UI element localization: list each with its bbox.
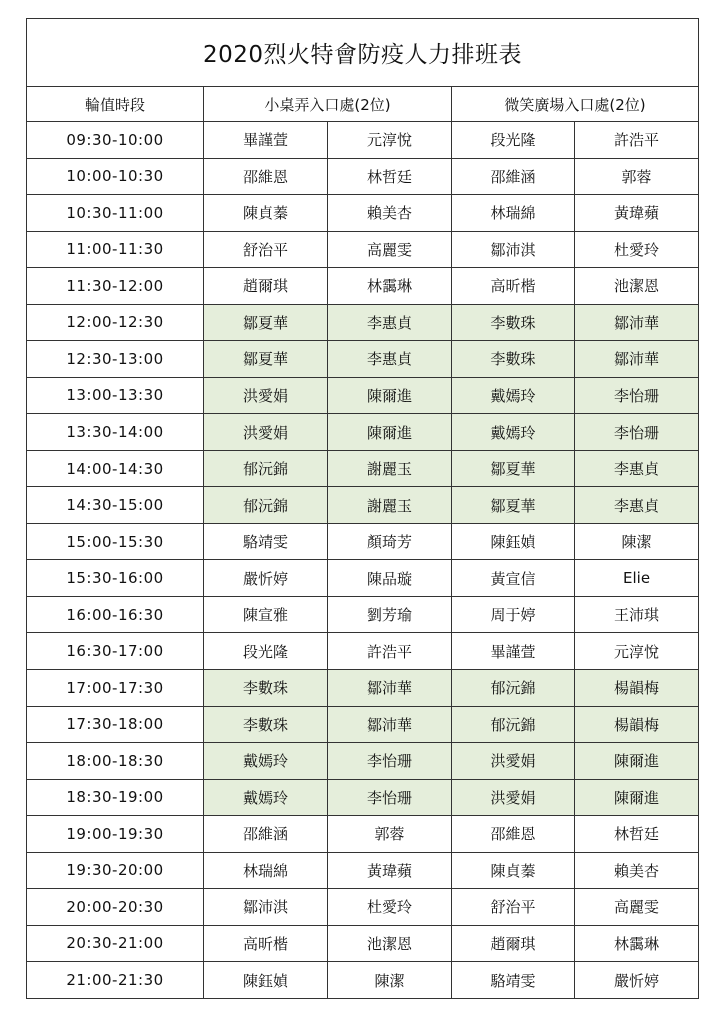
zone-b-staff-1-cell: 段光隆	[452, 122, 575, 159]
table-row	[27, 925, 699, 962]
zone-b-staff-1-cell: 洪愛娟	[452, 743, 575, 780]
time-slot-cell: 21:00-21:30	[27, 962, 204, 999]
time-slot-cell: 17:00-17:30	[27, 669, 204, 706]
time-slot-cell: 10:30-11:00	[27, 195, 204, 232]
zone-a-staff-1-cell: 高昕楷	[204, 925, 328, 962]
zone-b-staff-1-cell: 鄒沛淇	[452, 231, 575, 268]
zone-b-staff-2-cell: 池潔恩	[575, 268, 699, 305]
schedule-body	[27, 122, 699, 999]
zone-b-staff-2-cell: 楊韻梅	[575, 669, 699, 706]
zone-a-staff-1-cell: 邵維恩	[204, 158, 328, 195]
zone-b-staff-1-cell: 李數珠	[452, 304, 575, 341]
zone-a-staff-1-cell: 李數珠	[204, 706, 328, 743]
zone-b-staff-2-cell: 鄒沛華	[575, 304, 699, 341]
zone-a-staff-1-cell: 陳鈺媜	[204, 962, 328, 999]
zone-a-staff-2-cell: 謝麗玉	[328, 487, 452, 524]
time-slot-cell: 14:00-14:30	[27, 450, 204, 487]
zone-b-staff-1-cell: 郁沅錦	[452, 706, 575, 743]
zone-a-staff-1-cell: 陳貞蓁	[204, 195, 328, 232]
table-row	[27, 414, 699, 451]
zone-b-staff-1-cell: 高昕楷	[452, 268, 575, 305]
zone-a-staff-1-cell: 畢謹萱	[204, 122, 328, 159]
zone-b-staff-1-cell: 郁沅錦	[452, 669, 575, 706]
time-slot-cell: 15:00-15:30	[27, 523, 204, 560]
zone-b-staff-1-cell: 趙爾琪	[452, 925, 575, 962]
zone-a-staff-2-cell: 陳品璇	[328, 560, 452, 597]
zone-b-staff-1-cell: 洪愛娟	[452, 779, 575, 816]
zone-a-staff-2-cell: 黃瑋蘋	[328, 852, 452, 889]
zone-b-staff-1-cell: 駱靖雯	[452, 962, 575, 999]
table-row	[27, 596, 699, 633]
zone-b-staff-1-cell: 陳鈺媜	[452, 523, 575, 560]
zone-a-staff-1-cell: 舒治平	[204, 231, 328, 268]
time-slot-cell: 09:30-10:00	[27, 122, 204, 159]
time-slot-cell: 10:00-10:30	[27, 158, 204, 195]
zone-b-staff-1-cell: 鄒夏華	[452, 487, 575, 524]
time-slot-cell: 18:00-18:30	[27, 743, 204, 780]
header-time-slot: 輪值時段	[27, 87, 204, 122]
zone-b-staff-2-cell: 嚴忻婷	[575, 962, 699, 999]
zone-a-staff-2-cell: 謝麗玉	[328, 450, 452, 487]
zone-a-staff-1-cell: 戴嫣玲	[204, 743, 328, 780]
table-row	[27, 523, 699, 560]
zone-a-staff-2-cell: 杜愛玲	[328, 889, 452, 926]
time-slot-cell: 19:30-20:00	[27, 852, 204, 889]
schedule-table	[26, 18, 699, 999]
time-slot-cell: 11:30-12:00	[27, 268, 204, 305]
table-row	[27, 816, 699, 853]
zone-b-staff-2-cell: 高麗雯	[575, 889, 699, 926]
zone-b-staff-1-cell: 邵維涵	[452, 158, 575, 195]
zone-b-staff-1-cell: 周于婷	[452, 596, 575, 633]
zone-a-staff-1-cell: 段光隆	[204, 633, 328, 670]
zone-b-staff-1-cell: 鄒夏華	[452, 450, 575, 487]
zone-b-staff-2-cell: 鄒沛華	[575, 341, 699, 378]
time-slot-cell: 15:30-16:00	[27, 560, 204, 597]
time-slot-cell: 17:30-18:00	[27, 706, 204, 743]
table-row	[27, 377, 699, 414]
zone-a-staff-2-cell: 林靄琳	[328, 268, 452, 305]
header-zone-b: 微笑廣場入口處(2位)	[452, 87, 699, 122]
time-slot-cell: 13:00-13:30	[27, 377, 204, 414]
time-slot-cell: 19:00-19:30	[27, 816, 204, 853]
zone-a-staff-1-cell: 戴嫣玲	[204, 779, 328, 816]
zone-b-staff-2-cell: 杜愛玲	[575, 231, 699, 268]
zone-a-staff-2-cell: 郭蓉	[328, 816, 452, 853]
zone-b-staff-2-cell: 郭蓉	[575, 158, 699, 195]
zone-a-staff-1-cell: 邵維涵	[204, 816, 328, 853]
time-slot-cell: 11:00-11:30	[27, 231, 204, 268]
zone-a-staff-1-cell: 洪愛娟	[204, 414, 328, 451]
zone-a-staff-2-cell: 許浩平	[328, 633, 452, 670]
time-slot-cell: 18:30-19:00	[27, 779, 204, 816]
table-row	[27, 706, 699, 743]
zone-b-staff-1-cell: 舒治平	[452, 889, 575, 926]
zone-a-staff-2-cell: 賴美杏	[328, 195, 452, 232]
zone-a-staff-2-cell: 李怡珊	[328, 779, 452, 816]
zone-a-staff-1-cell: 駱靖雯	[204, 523, 328, 560]
zone-b-staff-1-cell: 畢謹萱	[452, 633, 575, 670]
table-row	[27, 560, 699, 597]
time-slot-cell: 16:00-16:30	[27, 596, 204, 633]
zone-a-staff-1-cell: 鄒夏華	[204, 304, 328, 341]
zone-b-staff-1-cell: 李數珠	[452, 341, 575, 378]
zone-a-staff-1-cell: 嚴忻婷	[204, 560, 328, 597]
zone-a-staff-2-cell: 鄒沛華	[328, 669, 452, 706]
zone-a-staff-2-cell: 高麗雯	[328, 231, 452, 268]
zone-b-staff-2-cell: 李怡珊	[575, 377, 699, 414]
time-slot-cell: 14:30-15:00	[27, 487, 204, 524]
time-slot-cell: 13:30-14:00	[27, 414, 204, 451]
zone-b-staff-2-cell: 林哲廷	[575, 816, 699, 853]
zone-b-staff-2-cell: Elie	[575, 560, 699, 597]
zone-b-staff-2-cell: 李惠貞	[575, 450, 699, 487]
zone-b-staff-1-cell: 邵維恩	[452, 816, 575, 853]
zone-b-staff-2-cell: 賴美杏	[575, 852, 699, 889]
zone-a-staff-1-cell: 郁沅錦	[204, 487, 328, 524]
zone-b-staff-2-cell: 楊韻梅	[575, 706, 699, 743]
table-row	[27, 779, 699, 816]
zone-a-staff-1-cell: 趙爾琪	[204, 268, 328, 305]
time-slot-cell: 16:30-17:00	[27, 633, 204, 670]
zone-a-staff-2-cell: 顏琦芳	[328, 523, 452, 560]
zone-a-staff-2-cell: 陳爾進	[328, 377, 452, 414]
zone-b-staff-2-cell: 元淳悅	[575, 633, 699, 670]
table-row	[27, 268, 699, 305]
zone-a-staff-2-cell: 陳爾進	[328, 414, 452, 451]
table-row	[27, 962, 699, 999]
zone-a-staff-2-cell: 元淳悅	[328, 122, 452, 159]
table-row	[27, 669, 699, 706]
zone-b-staff-2-cell: 陳爾進	[575, 779, 699, 816]
zone-a-staff-1-cell: 鄒沛淇	[204, 889, 328, 926]
table-row	[27, 743, 699, 780]
table-row	[27, 122, 699, 159]
time-slot-cell: 20:30-21:00	[27, 925, 204, 962]
zone-a-staff-2-cell: 林哲廷	[328, 158, 452, 195]
zone-b-staff-1-cell: 陳貞蓁	[452, 852, 575, 889]
zone-a-staff-2-cell: 池潔恩	[328, 925, 452, 962]
title-row	[27, 19, 699, 87]
table-row	[27, 487, 699, 524]
zone-a-staff-1-cell: 李數珠	[204, 669, 328, 706]
zone-a-staff-1-cell: 洪愛娟	[204, 377, 328, 414]
zone-a-staff-1-cell: 陳宣雅	[204, 596, 328, 633]
time-slot-cell: 20:00-20:30	[27, 889, 204, 926]
header-row	[27, 87, 699, 122]
zone-b-staff-1-cell: 戴嫣玲	[452, 414, 575, 451]
table-row	[27, 889, 699, 926]
zone-a-staff-1-cell: 郁沅錦	[204, 450, 328, 487]
table-row	[27, 341, 699, 378]
zone-a-staff-2-cell: 李惠貞	[328, 304, 452, 341]
zone-b-staff-2-cell: 陳潔	[575, 523, 699, 560]
zone-b-staff-2-cell: 黃瑋蘋	[575, 195, 699, 232]
table-row	[27, 633, 699, 670]
time-slot-cell: 12:30-13:00	[27, 341, 204, 378]
table-row	[27, 158, 699, 195]
zone-b-staff-2-cell: 許浩平	[575, 122, 699, 159]
zone-b-staff-1-cell: 林瑞綿	[452, 195, 575, 232]
zone-a-staff-2-cell: 鄒沛華	[328, 706, 452, 743]
zone-a-staff-2-cell: 劉芳瑜	[328, 596, 452, 633]
zone-a-staff-2-cell: 陳潔	[328, 962, 452, 999]
table-row	[27, 852, 699, 889]
zone-a-staff-1-cell: 林瑞綿	[204, 852, 328, 889]
table-row	[27, 450, 699, 487]
table-row	[27, 195, 699, 232]
header-zone-a: 小桌弄入口處(2位)	[204, 87, 452, 122]
time-slot-cell: 12:00-12:30	[27, 304, 204, 341]
zone-b-staff-1-cell: 戴嫣玲	[452, 377, 575, 414]
zone-b-staff-2-cell: 王沛琪	[575, 596, 699, 633]
table-row	[27, 304, 699, 341]
zone-b-staff-2-cell: 李怡珊	[575, 414, 699, 451]
zone-b-staff-2-cell: 李惠貞	[575, 487, 699, 524]
zone-a-staff-1-cell: 鄒夏華	[204, 341, 328, 378]
zone-a-staff-2-cell: 李惠貞	[328, 341, 452, 378]
table-row	[27, 231, 699, 268]
zone-b-staff-2-cell: 林靄琳	[575, 925, 699, 962]
zone-a-staff-2-cell: 李怡珊	[328, 743, 452, 780]
zone-b-staff-2-cell: 陳爾進	[575, 743, 699, 780]
page-title: 2020烈火特會防疫人力排班表	[27, 19, 699, 87]
zone-b-staff-1-cell: 黃宣信	[452, 560, 575, 597]
